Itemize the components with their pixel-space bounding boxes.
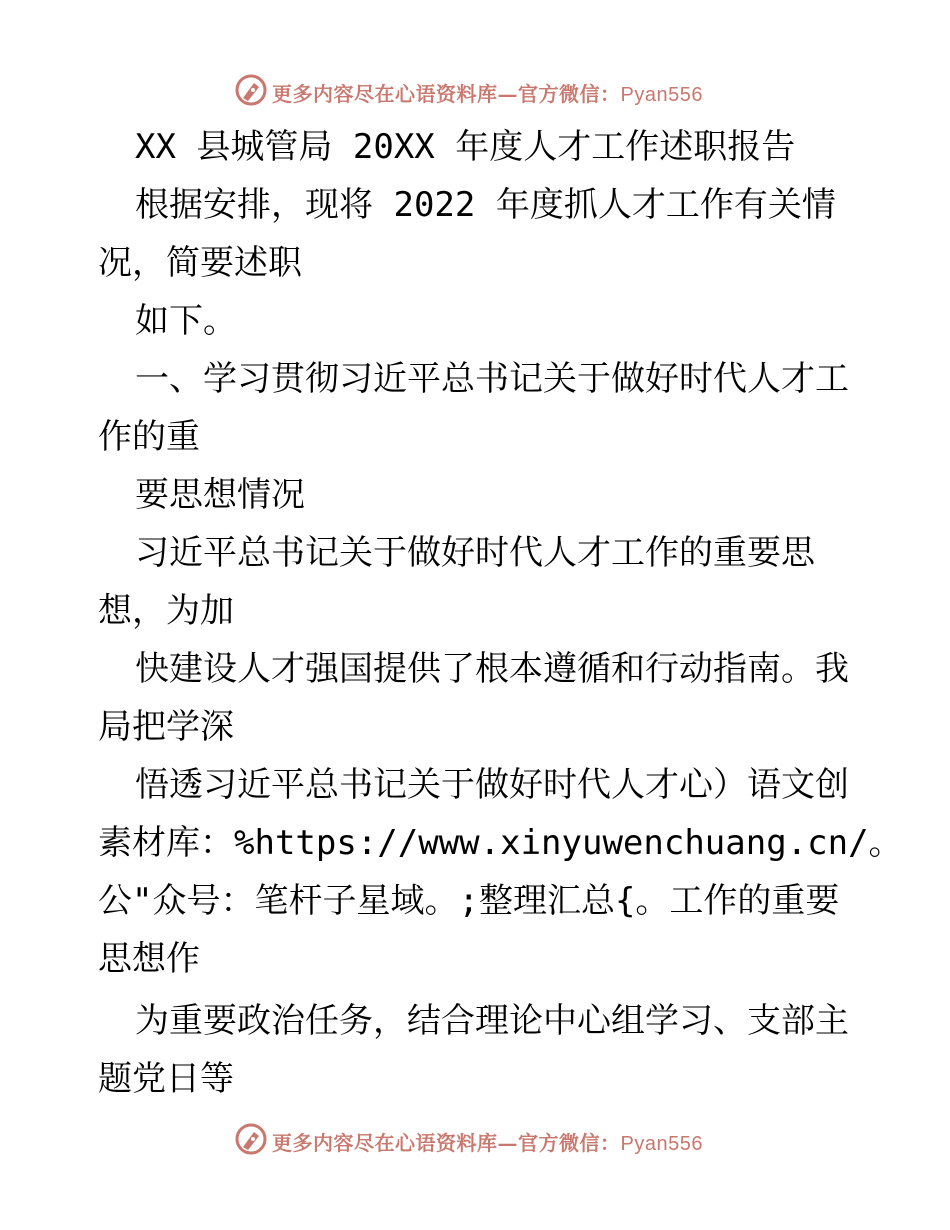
paragraph-line: 况，简要述职 (98, 243, 302, 283)
paragraph-line: 快建设人才强国提供了根本遵循和行动指南。我 (135, 649, 849, 689)
watermark-text (272, 78, 703, 107)
watermark-label: 更多内容尽在心语资料库—官方微信： (272, 82, 621, 106)
watermark-handle: Pyan556 (620, 1133, 703, 1155)
paragraph-line: 局把学深 (98, 707, 234, 747)
pen-nib-circle-icon (234, 1122, 268, 1156)
section-heading-line: 一、学习贯彻习近平总书记关于做好时代人才工 (135, 359, 849, 399)
paragraph-line: 素材库：%https://www.xinyuwenchuang.cn/。 (98, 823, 903, 863)
paragraph-line: 习近平总书记关于做好时代人才工作的重要思 (135, 533, 815, 573)
paragraph-line: 根据安排，现将 2022 年度抓人才工作有关情 (135, 185, 836, 225)
watermark-handle: Pyan556 (620, 84, 703, 106)
paragraph-line: 思想作 (98, 939, 200, 979)
pen-nib-circle-icon (234, 73, 268, 107)
watermark-banner-top (0, 71, 950, 111)
watermark-banner-bottom (0, 1120, 950, 1160)
paragraph-line: 公"众号：笔杆子星域。;整理汇总{。工作的重要 (98, 881, 840, 921)
document-title: XX 县城管局 20XX 年度人才工作述职报告 (135, 127, 796, 167)
section-heading-line: 作的重 (98, 417, 200, 457)
paragraph-line: 为重要政治任务，结合理论中心组学习、支部主 (135, 1001, 849, 1041)
watermark-label: 更多内容尽在心语资料库—官方微信： (272, 1131, 621, 1155)
paragraph-line: 想，为加 (98, 591, 234, 631)
paragraph-line: 悟透习近平总书记关于做好时代人才心）语文创 (135, 765, 849, 805)
paragraph-line: 如下。 (135, 301, 237, 341)
section-heading-line: 要思想情况 (135, 475, 305, 515)
paragraph-line: 题党日等 (98, 1059, 234, 1099)
watermark-text (272, 1127, 703, 1156)
